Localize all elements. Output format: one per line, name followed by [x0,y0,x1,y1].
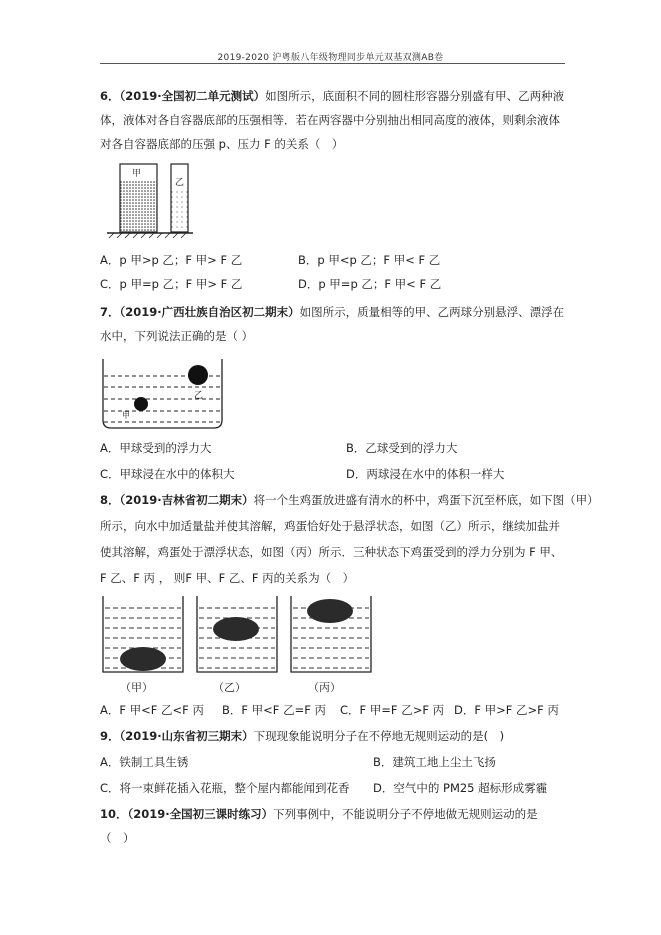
q7-stem: 如图所示，质量相等的甲、乙两球分别悬浮、漂浮在 [299,305,565,319]
q7-number: 7． [100,305,120,319]
q10-stem: 下列事例中，不能说明分子不停地做无规则运动的是 [273,807,538,821]
q8-line4: F 乙、F 丙 ， 则F 甲、F 乙、F 丙的关系为（ ） [100,571,355,585]
q7-label-yi: 乙 [194,391,204,401]
q6-label-yi: 乙 [175,178,185,188]
q9-number: 9． [100,729,120,743]
q10-line2: （ ） [100,831,135,845]
q8-line3: 使其溶解，鸡蛋处于漂浮状态，如图（丙）所示．三种状态下鸡蛋受到的浮力分别为 F 甲、 [100,545,563,559]
q8-option-a[interactable]: A．F 甲<F 乙<F 丙 [100,703,204,717]
q6-option-c[interactable]: C．p 甲=p 乙；F 甲> F 乙 [100,277,243,291]
q8-source: （2019·吉林省初二期末） [119,493,254,507]
egg-floating [307,599,353,623]
q7-source: （2019·广西壮族自治区初二期末） [119,305,300,319]
header-rule [100,63,565,64]
q6-option-d[interactable]: D．p 甲=p 乙；F 甲< F 乙 [298,277,442,291]
container-jia-liquid [120,180,157,232]
q8-cup-yi [197,596,277,694]
q10-source: （2019·全国初三课时练习） [127,807,274,821]
q8-cup-jia [103,596,183,694]
q8-label-yi: （乙） [213,681,246,694]
q7-line1 [100,304,564,320]
q9-option-d[interactable]: D．空气中的 PM25 超标形成雾霾 [373,781,548,795]
q8-label-jia: （甲） [120,681,153,694]
q7-option-a[interactable]: A．甲球受到的浮力大 [100,441,212,455]
q8-label-bing: （丙） [308,681,341,694]
q9-source: （2019·山东省初三期末） [119,729,254,743]
q6-stem: 如图所示，底面积不同的圆柱形容器分别盛有甲、乙两种液 [265,89,565,103]
q6-figure [105,160,195,240]
q7-option-c[interactable]: C．甲球浸在水中的体积大 [100,467,235,481]
q7-ball-jia [134,397,148,411]
q6-option-a[interactable]: A．p 甲>p 乙；F 甲> F 乙 [100,253,243,267]
q6-option-b[interactable]: B．p 甲<p 乙；F 甲< F 乙 [298,253,441,267]
q7-line2: 水中，下列说法正确的是（ ） [100,329,254,343]
q10-number: 10． [100,807,128,821]
q6-number: 6． [100,89,120,103]
q8-line1 [100,492,599,508]
q7-option-b[interactable]: B．乙球受到的浮力大 [346,441,458,455]
q8-stem: 将一个生鸡蛋放进盛有清水的杯中，鸡蛋下沉至杯底，如下图（甲） [253,493,599,507]
q8-cup-bing [291,596,371,694]
q10-line1 [100,806,538,822]
q9-option-c[interactable]: C．将一束鲜花插入花瓶，整个屋内都能闻到花香 [100,781,350,795]
q6-line1 [100,88,564,104]
q6-line3: 对各自容器底部的压强 p、压力 F 的关系（ ） [100,137,344,151]
q7-option-d[interactable]: D．两球浸在水中的体积一样大 [346,467,505,481]
q8-number: 8． [100,493,120,507]
q9-line1 [100,728,504,744]
q8-option-d[interactable]: D．F 甲>F 乙>F 丙 [454,703,559,717]
q9-option-a[interactable]: A．铁制工具生锈 [100,755,189,769]
q8-option-b[interactable]: B．F 甲<F 乙=F 丙 [222,703,326,717]
page-header: 2019-2020 沪粤版八年级物理同步单元双基双测AB卷 [217,53,444,63]
q6-source: （2019·全国初二单元测试） [119,89,266,103]
q6-label-jia: 甲 [132,169,142,179]
q8-line2: 所示，向水中加适量盐并使其溶解，鸡蛋恰好处于悬浮状态，如图（乙）所示，继续加盐并 [100,519,560,533]
egg-suspended [213,617,259,641]
q7-label-jia: 甲 [122,411,130,420]
q6-line2: 体，液体对各自容器底部的压强相等．若在两容器中分别抽出相同高度的液体，则剩余液体 [100,113,560,127]
q7-figure [100,354,225,434]
container-yi-liquid [171,190,188,232]
q9-stem: 下现现象能说明分子在不停地无规则运动的是( ) [253,729,505,743]
egg-sunk [120,647,166,671]
q8-figure [100,592,385,696]
q8-option-c[interactable]: C．F 甲=F 乙>F 丙 [340,703,445,717]
q7-ball-yi [188,365,208,385]
q9-option-b[interactable]: B．建筑工地上尘土飞扬 [373,755,496,769]
